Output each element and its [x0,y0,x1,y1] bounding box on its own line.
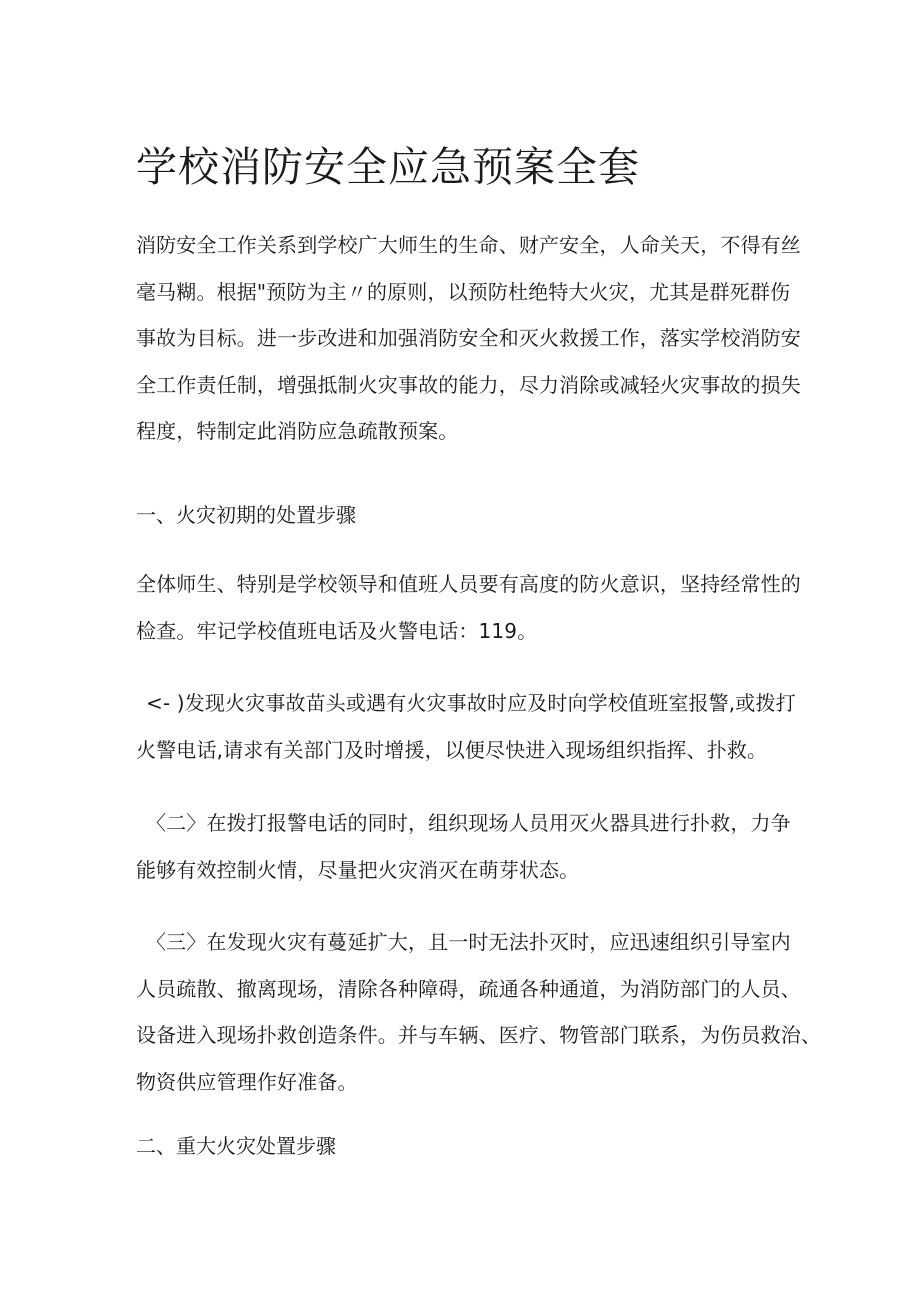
intro-line: 全工作责任制，增强抵制火灾事故的能力，尽力消除或减轻火灾事故的损失 [136,372,801,397]
section1-paragraph [136,561,801,654]
section-heading-1: 一、火灾初期的处置步骤 [136,503,356,527]
item-1-line: 火警电话,请求有关部门及时增援，以便尽快进入现场组织指挥、扑救。 [136,737,768,762]
item-3-line: 设备进入现场扑救创造条件。并与车辆、医疗、物管部门联系，为伤员救治、 [136,1023,822,1047]
section-heading-2: 二、重大火灾处置步骤 [136,1134,336,1158]
intro-paragraph [136,222,801,455]
item-3-line: 〈三〉在发现火灾有蔓延扩大，且一时无法扑灭时，应迅速组织引导室内 [146,930,791,954]
item-3-paragraph [136,919,822,1105]
item-1-paragraph [136,680,796,773]
intro-line: 毫马糊。根据"预防为主〃的原则，以预防杜绝特大火灾，尤其是群死群伤 [136,279,791,304]
document-title: 学校消防安全应急预案全套 [136,143,640,191]
section1-line: 全体师生、特别是学校领导和值班人员要有高度的防火意识，坚持经常性的 [136,572,801,596]
item-1-line: <- )发现火灾事故苗头或遇有火灾事故时应及时向学校值班室报警,或拨打 [146,691,796,715]
section1-line: 检查。牢记学校值班电话及火警电话：119。 [136,618,538,643]
item-2-paragraph [136,800,796,893]
intro-line: 消防安全工作关系到学校广大师生的生命、财产安全，人命关天，不得有丝 [136,233,801,257]
item-2-line: 〈二〉在拨打报警电话的同时，组织现场人员用灭火器具进行扑救，力争 [146,811,791,835]
intro-line: 程度，特制定此消防应急疏散预案。 [136,419,459,443]
item-2-line: 能够有效控制火情，尽量把火灾消灭在萌芽状态。 [136,857,580,882]
item-3-line: 物资供应管理作好准备。 [136,1069,358,1094]
item-3-line: 人员疏散、撤离现场，清除各种障碍，疏通各种通道，为消防部门的人员、 [136,976,801,1001]
intro-line: 事故为目标。进一步改进和加强消防安全和灭火救援工作，落实学校消防安 [136,326,801,350]
